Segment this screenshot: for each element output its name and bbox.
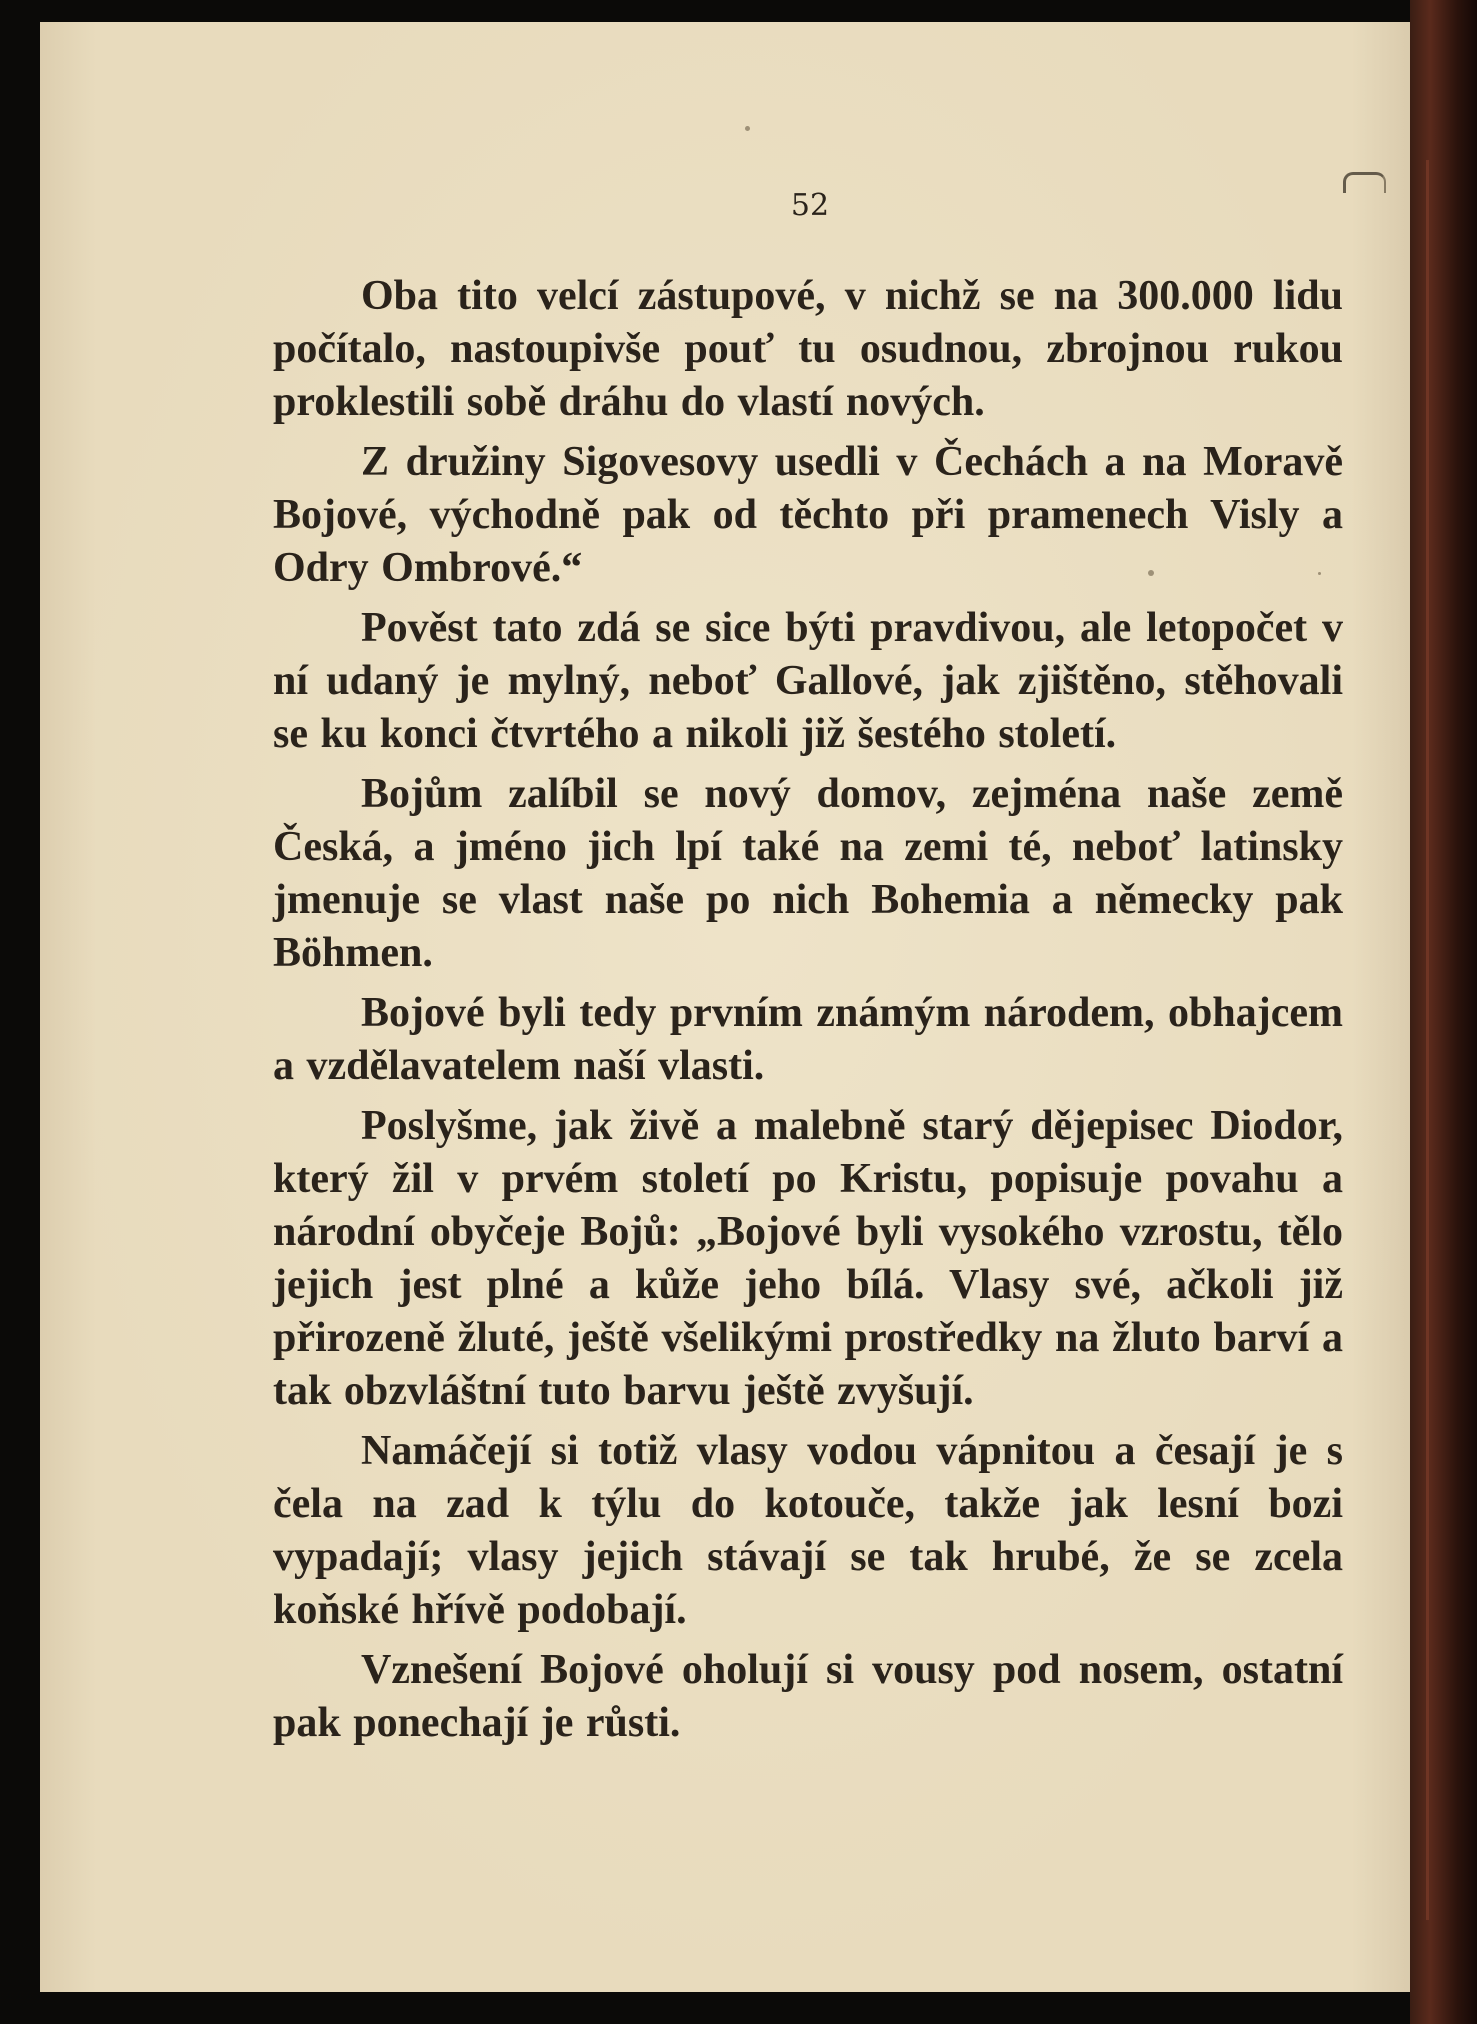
paragraph: Bojům zalíbil se nový domov, zejména naše země Česká, a jméno jich lpí také na zemi té, neboť latinsky jmenuje se vlast naše po nich Bohemia a německy pak Böhmen. [273, 771, 1343, 976]
paragraph: Namáčejí si totiž vlasy vodou vápnitou a česají je s čela na zad k týlu do kotouče, takže jak lesní bozi vypadají; vlasy jejich stávají se tak hrubé, že se zcela koňské hřívě podobají. [273, 1428, 1343, 1633]
ink-speck [745, 126, 750, 131]
body-text [273, 270, 1343, 1757]
spine-edge [1426, 160, 1429, 1920]
paper-page [40, 22, 1450, 1992]
book-spine [1410, 0, 1477, 2024]
paragraph: Pověst tato zdá se sice býti pravdivou, ale letopočet v ní udaný je mylný, neboť Gallové, jak zjištěno, stěhovali se ku konci čtvrtého a nikoli již šestého století. [273, 605, 1343, 757]
paragraph: Poslyšme, jak živě a malebně starý dějepisec Diodor, který žil v prvém století po Kristu, popisuje povahu a národní obyčeje Bojů: „Bojové byli vysokého vzrostu, tělo jejich jest plné a kůže jeho bílá. Vlasy své, ačkoli již přirozeně žluté, ještě všelikými prostředky na žluto barví a tak obzvláštní tuto barvu ještě zvyšují. [273, 1103, 1343, 1414]
paragraph: Bojové byli tedy prvním známým národem, obhajcem a vzdělavatelem naší vlasti. [273, 990, 1343, 1089]
paragraph: Vznešení Bojové oholují si vousy pod nosem, ostatní pak ponechají je růsti. [273, 1647, 1343, 1746]
paragraph: Z družiny Sigovesovy usedli v Čechách a na Moravě Bojové, východně pak od těchto při pramenech Visly a Odry Ombrové.“ [273, 439, 1343, 591]
paragraph: Oba tito velcí zástupové, v nichž se na 300.000 lidu počítalo, nastoupivše pouť tu osudnou, zbrojnou rukou proklestili sobě dráhu do vlastí nových. [273, 273, 1343, 425]
page-number: 52 [790, 188, 830, 223]
corner-mark [1343, 172, 1386, 193]
